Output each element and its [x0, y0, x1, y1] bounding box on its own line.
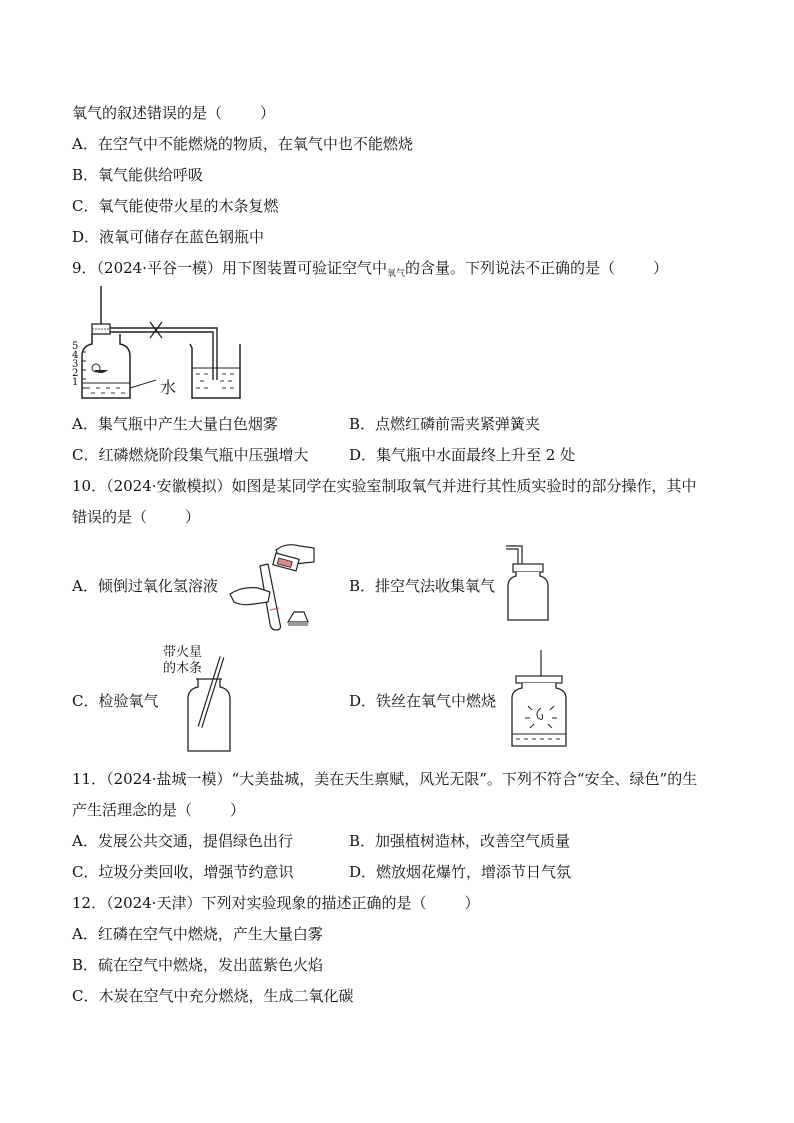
q10-option-b[interactable]: B．排空气法收集氧气: [349, 577, 496, 595]
q10-option-d-figure: [508, 648, 570, 748]
q12-option-c[interactable]: C．木炭在空气中充分燃烧，生成二氧化碳: [72, 987, 354, 1005]
q8-option-c[interactable]: C．氧气能使带火星的木条复燃: [72, 197, 279, 215]
q10-option-c[interactable]: C．检验氧气: [72, 692, 159, 710]
q8-option-b[interactable]: B．氧气能供给呼吸: [72, 166, 204, 184]
q12-option-a[interactable]: A．红磷在空气中燃烧，产生大量白雾: [72, 925, 323, 943]
q9-scale-labels: 5 4 3 2 1: [72, 341, 79, 388]
q10-option-d[interactable]: D．铁丝在氧气中燃烧: [349, 692, 497, 710]
q9-stem: 9．（2024·平谷一模）用下图装置可验证空气中$_{氧气}$的含量。下列说法不正确的是（ ）: [72, 259, 669, 279]
q12-stem: 12．（2024·天津）下列对实验现象的描述正确的是（ ）: [72, 894, 480, 912]
q10-option-a[interactable]: A．倾倒过氧化氢溶液: [72, 577, 218, 595]
q10-option-c-figure: [184, 655, 234, 753]
q8-option-a[interactable]: A．在空气中不能燃烧的物质，在氧气中也不能燃烧: [72, 135, 413, 153]
q12-option-b[interactable]: B．硫在空气中燃烧，发出蓝紫色火焰: [72, 956, 324, 974]
q11-stem-line2: 产生活理念的是（ ）: [72, 801, 246, 819]
q8-stem: 氧气的叙述错误的是（ ）: [72, 104, 276, 122]
q10-stem-line1: 10．（2024·安徽模拟）如图是某同学在实验室制取氧气并进行其性质实验时的部分操作，其中: [72, 477, 697, 495]
q11-option-b[interactable]: B．加强植树造林，改善空气质量: [349, 832, 571, 850]
q9-water-label: 水: [160, 378, 177, 397]
q9-option-c[interactable]: C．红磷燃烧阶段集气瓶中压强增大: [72, 446, 309, 464]
q10-option-c-figure-label: 带火星 的木条: [163, 645, 203, 676]
q11-option-d[interactable]: D．燃放烟花爆竹，增添节日气氛: [349, 863, 572, 881]
q10-stem-line2: 错误的是（ ）: [72, 508, 201, 526]
q9-option-d[interactable]: D．集气瓶中水面最终上升至 2 处: [349, 446, 576, 464]
q10-option-b-figure: [500, 544, 560, 622]
q9-option-a[interactable]: A．集气瓶中产生大量白色烟雾: [72, 415, 278, 433]
q11-stem-line1: 11．（2024·盐城一模）“大美盐城，美在天生禀赋，风光无限”。下列不符合“安全、绿色”的生: [72, 770, 698, 788]
q8-option-d[interactable]: D．液氧可储存在蓝色钢瓶中: [72, 228, 265, 246]
q9-option-b[interactable]: B．点燃红磷前需夹紧弹簧夹: [349, 415, 541, 433]
q11-option-c[interactable]: C．垃圾分类回收，增强节约意识: [72, 863, 294, 881]
q10-option-a-figure: [228, 540, 320, 632]
q11-option-a[interactable]: A．发展公共交通，提倡绿色出行: [72, 832, 293, 850]
